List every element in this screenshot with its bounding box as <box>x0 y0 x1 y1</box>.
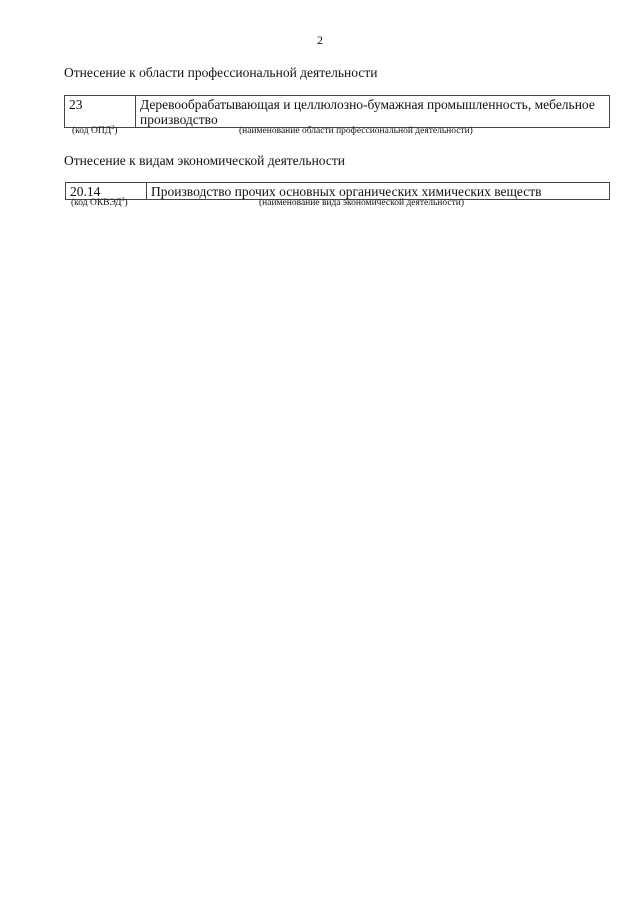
opd-name-caption: (наименование области профессиональной деятельности) <box>239 126 473 136</box>
okved-section-title: Отнесение к видам экономической деятельности <box>64 153 345 168</box>
okved-name-caption: (наименование вида экономической деятельности) <box>259 198 464 208</box>
opd-footnote-mark: 2 <box>111 124 115 131</box>
opd-code-caption-close: ) <box>114 126 118 136</box>
opd-row <box>65 96 610 128</box>
okved-name-cell: Производство прочих основных органических химических веществ <box>147 183 610 200</box>
opd-table <box>64 95 610 128</box>
okved-footnote-mark: 3 <box>121 196 125 203</box>
opd-code-cell: 23 <box>65 96 136 128</box>
page-number: 2 <box>317 33 323 47</box>
opd-section-title: Отнесение к области профессиональной деятельности <box>64 65 378 80</box>
okved-code-caption <box>71 198 128 209</box>
opd-code-caption-text: (код ОПД <box>72 126 112 136</box>
okved-code-caption-text: (код ОКВЭД <box>71 198 122 208</box>
okved-code-caption-close: ) <box>124 198 128 208</box>
okved-code-cell: 20.14 <box>66 183 147 200</box>
okved-row <box>66 183 610 200</box>
opd-code-caption <box>72 126 117 137</box>
opd-name-cell: Деревообрабатывающая и целлюлозно-бумажная промышленность, мебельное производство <box>136 96 610 128</box>
